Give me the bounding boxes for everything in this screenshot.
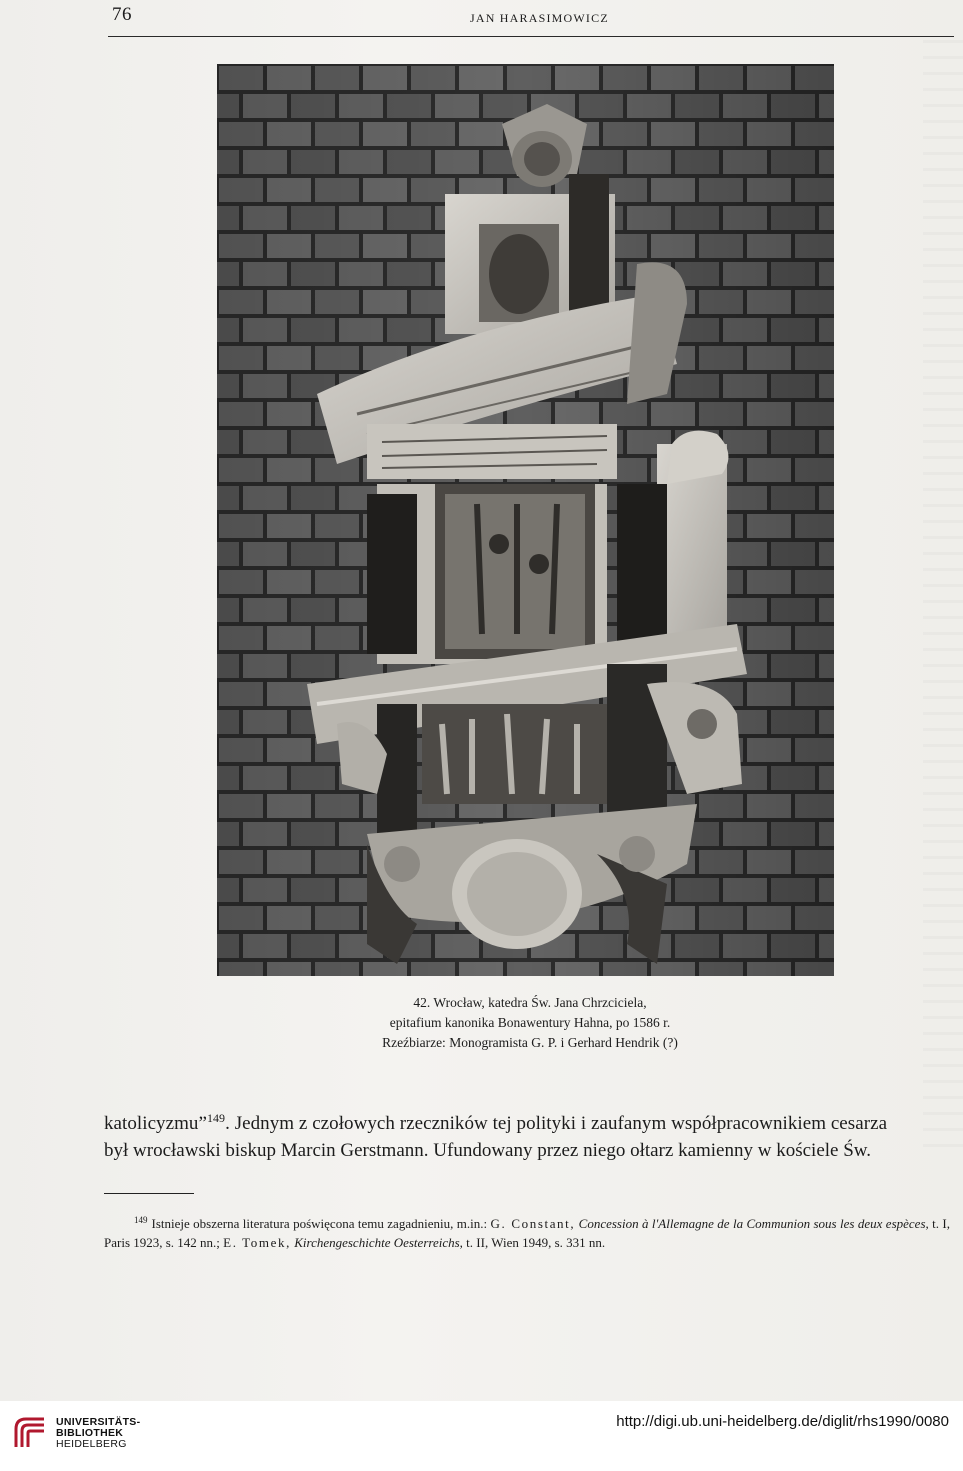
footnote-rule <box>104 1193 194 1194</box>
footer-bar <box>0 1401 963 1471</box>
figure-caption <box>300 993 760 1053</box>
body-paragraph <box>104 1110 952 1164</box>
body-text-segment: katolicyzmu” <box>104 1113 207 1134</box>
epitaph-photograph-drawing <box>217 64 834 976</box>
caption-line: epitafium kanonika Bonawentury Hahna, po 1586 r. <box>389 1015 671 1030</box>
footnote-author: G. Constant, <box>490 1216 576 1231</box>
body-line <box>104 1110 952 1137</box>
footnote-text: Istnieje obszerna literatura poświęcona temu zagadnieniu, m.in.: <box>151 1216 491 1231</box>
library-name-line: HEIDELBERG <box>56 1438 127 1450</box>
facing-page-bleed <box>923 40 963 1160</box>
footnote-author: E. Tomek, <box>223 1235 291 1250</box>
footnote-text: t. I, Paris 1923, s. 142 nn.; <box>104 1216 951 1250</box>
source-url-link[interactable]: http://digi.ub.uni-heidelberg.de/diglit/rhs1990/0080 <box>616 1413 949 1430</box>
library-name-line: UNIVERSITÄTS- <box>56 1416 141 1428</box>
header-rule <box>108 36 954 37</box>
library-name <box>56 1417 140 1450</box>
caption-line: Rzeźbiarze: Monogramista G. P. i Gerhard Hendrik (?) <box>382 1035 678 1050</box>
caption-line: 42. Wrocław, katedra Św. Jana Chrzciciela, <box>413 995 647 1010</box>
footnote-title: Concession à l'Allemagne de la Communion sous les deux espèces, <box>578 1216 929 1231</box>
running-head-text: JAN HARASIMOWICZ <box>470 11 609 25</box>
footnote-text: t. II, Wien 1949, s. 331 nn. <box>462 1235 606 1250</box>
footnote-number: 149 <box>134 1215 148 1225</box>
library-name-line: BIBLIOTHEK <box>56 1427 124 1439</box>
body-line: był wrocławski biskup Marcin Gerstmann. Ufundowany przez niego ołtarz kamienny w kościele Św. <box>104 1140 872 1161</box>
library-logo-icon <box>12 1415 48 1451</box>
page-number: 76 <box>112 4 132 25</box>
body-text-segment: . Jednym z czołowych rzeczników tej polityki i zaufanym współpracownikiem cesarza <box>225 1113 888 1134</box>
footnote <box>104 1214 950 1252</box>
footnote-reference: 149 <box>206 1111 226 1125</box>
footnote-title: Kirchengeschichte Oesterreichs, <box>294 1235 463 1250</box>
epitaph-photograph <box>217 64 834 976</box>
